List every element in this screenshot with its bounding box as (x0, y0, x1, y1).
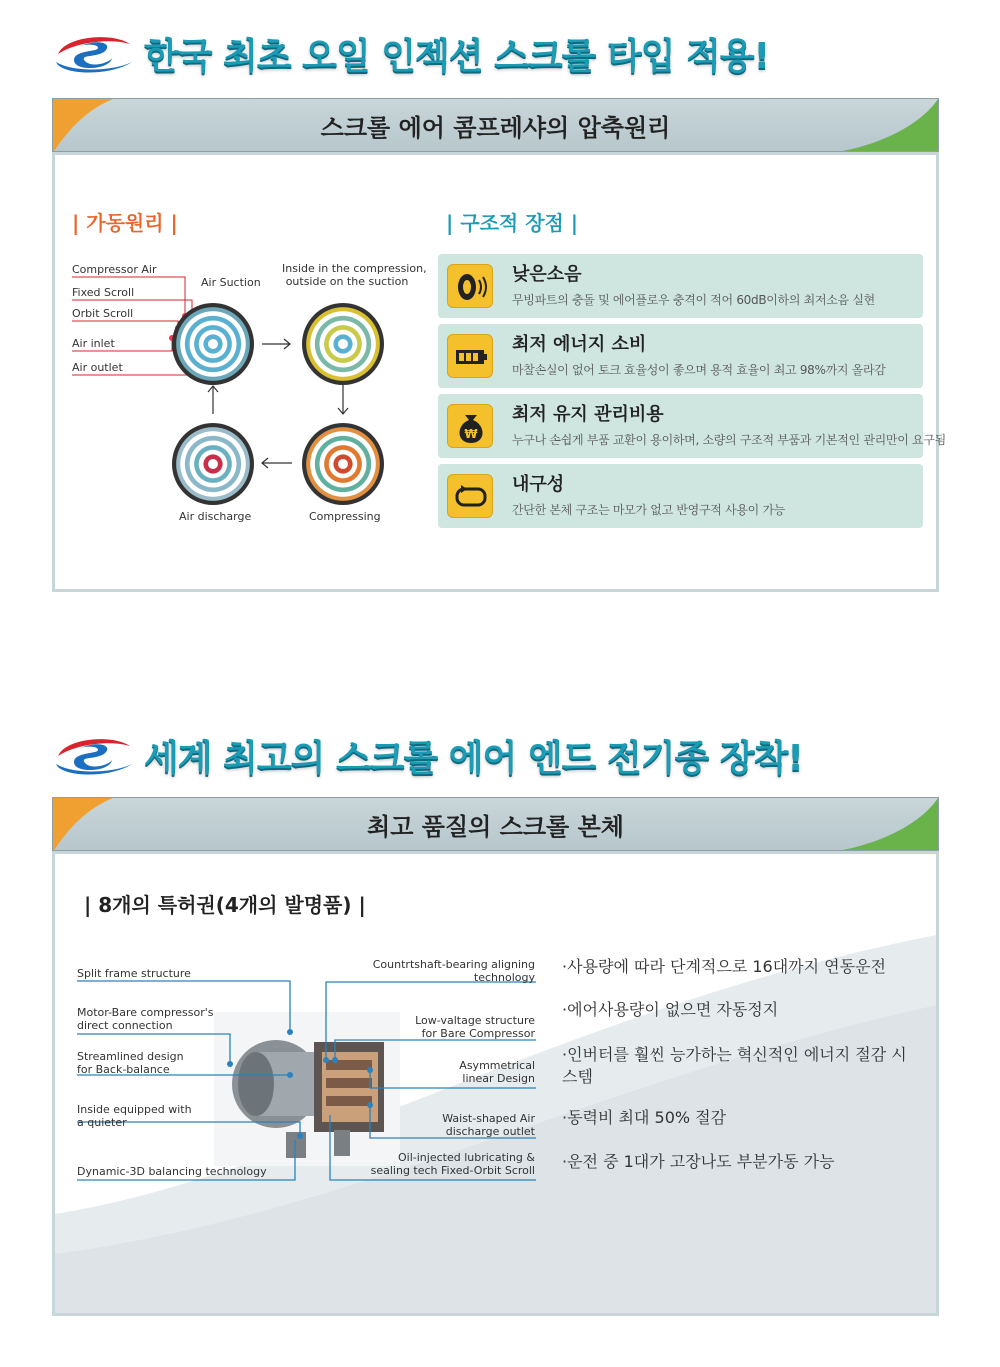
svg-text:₩: ₩ (464, 427, 478, 441)
speaker-icon (447, 264, 493, 308)
advantage-card-maintenance (438, 394, 946, 458)
callout-countershaft-1: Countrtshaft-bearing aligning (372, 958, 535, 971)
callout-countershaft-2: technology (473, 971, 535, 984)
label-fixed-scroll: Fixed Scroll (72, 286, 135, 299)
banner-title: 최고 품질의 스크롤 본체 (367, 812, 624, 841)
label-inside-line1: Inside in the compression, (282, 262, 427, 275)
scroll-suction-image (172, 303, 254, 385)
callout-motor-bare-1: Motor-Bare compressor's (77, 1006, 214, 1019)
card-title: 내구성 (512, 474, 565, 495)
callout-inside-equipped-1: Inside equipped with (77, 1103, 192, 1116)
feature-bullet: ·운전 중 1대가 고장나도 부분가동 가능 (562, 1152, 835, 1171)
callout-split-frame: Split frame structure (77, 967, 191, 980)
callout-streamlined-1: Streamlined design (77, 1050, 184, 1063)
card-desc: 간단한 본체 구조는 마모가 없고 반영구적 사용이 가능 (512, 503, 786, 517)
callout-low-voltage-2: for Bare Compressor (421, 1027, 535, 1040)
callout-streamlined-2: for Back-balance (77, 1063, 170, 1076)
label-air-inlet: Air inlet (72, 337, 115, 350)
card-desc: 무빙파트의 충돌 및 에어플로우 충격이 적어 60dB이하의 최저소음 실현 (512, 293, 875, 307)
principle-heading: | 가동원리 | (72, 211, 178, 235)
cycle-icon (447, 474, 493, 518)
callout-waist-2: discharge outlet (445, 1125, 535, 1138)
label-orbit-scroll: Orbit Scroll (72, 307, 134, 320)
scroll-discharge-image (172, 423, 254, 505)
section2-banner (52, 797, 939, 851)
label-air-discharge: Air discharge (179, 510, 252, 523)
money-bag-icon (447, 404, 493, 448)
label-compressing: Compressing (309, 510, 381, 523)
callout-waist-1: Waist-shaped Air (442, 1112, 535, 1125)
feature-bullet: ·사용량에 따라 단계적으로 16대까지 연동운전 (562, 957, 886, 976)
card-title: 낮은소음 (512, 264, 582, 285)
headline-text: 한국 최초 오일 인젝션 스크롤 타입 적용! (144, 36, 770, 77)
battery-icon (447, 334, 493, 378)
feature-bullet: ·에어사용량이 없으면 자동정지 (562, 1000, 779, 1019)
section2-headline (52, 730, 803, 781)
callout-inside-equipped-2: a quieter (77, 1116, 127, 1129)
brand-logo-icon (52, 734, 136, 778)
label-inside-line2: outside on the suction (285, 275, 409, 288)
scroll-inside-image (302, 303, 384, 385)
advantage-card-energy (438, 324, 923, 388)
headline-text: 세계 최고의 스크롤 에어 엔드 전기종 장착! (144, 738, 803, 779)
card-title: 최저 에너지 소비 (512, 334, 647, 355)
patent-heading: | 8개의 특허권(4개의 발명품) | (84, 893, 366, 917)
label-compressor-air: Compressor Air (72, 263, 157, 276)
label-air-suction: Air Suction (201, 276, 261, 289)
callout-oil-injected-2: sealing tech Fixed-Orbit Scroll (370, 1164, 535, 1177)
card-desc: 마찰손실이 없어 토크 효율성이 좋으며 용적 효율이 최고 98%까지 올라감 (512, 363, 886, 377)
label-air-outlet: Air outlet (72, 361, 123, 374)
callout-motor-bare-2: direct connection (77, 1019, 173, 1032)
callout-asymmetrical-1: Asymmetrical (459, 1059, 535, 1072)
banner-title: 스크롤 에어 콤프레샤의 압축원리 (320, 113, 671, 142)
callout-asymmetrical-2: linear Design (462, 1072, 535, 1085)
advantage-card-noise (438, 254, 923, 318)
feature-bullet: ·동력비 최대 50% 절감 (562, 1108, 727, 1127)
advantages-heading: | 구조적 장점 | (446, 211, 579, 235)
card-desc: 누구나 손쉽게 부품 교환이 용이하며, 소량의 구조적 부품과 기본적인 관리만이 요구됨 (512, 433, 946, 447)
callout-low-voltage-1: Low-valtage structure (415, 1014, 535, 1027)
callout-oil-injected-1: Oil-injected lubricating & (398, 1151, 535, 1164)
callout-dynamic-3d: Dynamic-3D balancing technology (77, 1165, 267, 1178)
feature-bullet: ·인버터를 훨씬 능가하는 혁신적인 에너지 절감 시스템 (562, 1045, 907, 1086)
scroll-compressing-image (302, 423, 384, 505)
card-title: 최저 유지 관리비용 (512, 404, 664, 425)
advantage-card-durability (438, 464, 923, 528)
